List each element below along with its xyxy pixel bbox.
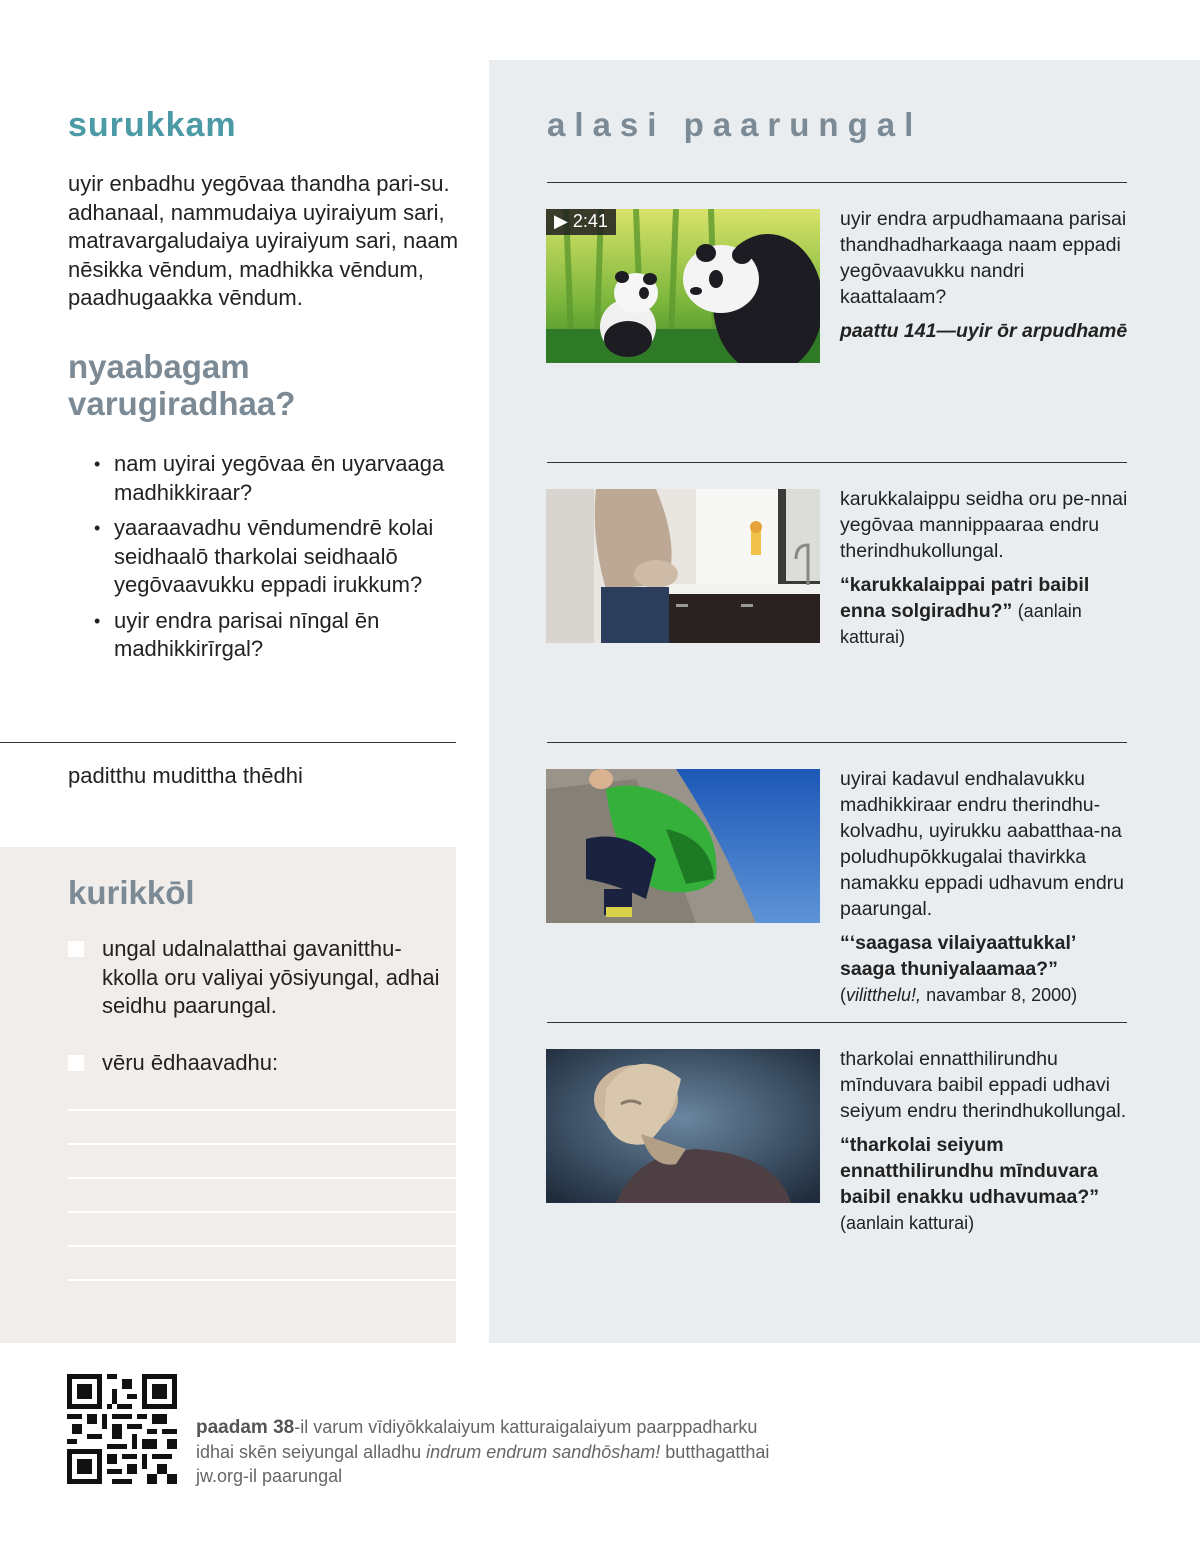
checkbox[interactable] [68,1055,84,1071]
resource-description: uyirai kadavul endhalavukku madhikkiraar endru therindhu-kolvadhu, uyirukku aabatthaa-na poludhupōkkugalai thavirkka namakku eppadi udhavum endru paarungal. [840,768,1125,920]
divider [547,1022,1127,1023]
checkbox[interactable] [68,941,84,957]
bullet-icon: • [94,610,101,631]
challenge-box [0,847,456,1343]
write-line[interactable] [68,1109,456,1111]
divider [0,742,456,743]
summary-heading: surukkam [68,106,237,144]
bullet-icon: • [94,518,101,538]
statue-man-icon [546,1049,820,1203]
review-list [68,450,463,671]
resource-link[interactable]: paattu 141—uyir ōr arpudhamē [840,320,1128,342]
write-line[interactable] [68,1279,456,1281]
pregnant-woman-thumbnail[interactable] [546,489,820,643]
list-item: • yaaraavadhu vēndumendrē kolai seidhaalō tharkolai seidhaalō yegōvaavukku eppadi irukkum? [94,515,434,597]
write-line[interactable] [68,1143,456,1145]
video-duration-badge: ▶ 2:41 [546,209,616,235]
challenge-heading: kurikkōl [68,874,195,911]
resource-item [840,766,1130,1008]
explore-heading: alasi paarungal [547,106,923,143]
resource-link[interactable]: “‘saagasa vilaiyaattukkal’ saaga thuniyalaamaa?” (vilitthelu!, navambar 8, 2000) [840,932,1078,1005]
resource-item [840,206,1130,344]
list-item: • nam uyirai yegōvaa ēn uyarvaaga madhikkiraar? [94,451,445,505]
write-line[interactable] [68,1245,456,1247]
review-heading [68,348,295,422]
footer-text: paadam 38-il varum vīdiyōkkalaiyum katturaigalaiyum paarppadharku idhai skēn seiyungal alladhu indrum endrum sandhōsham! butthagatthai jw.org-il paarungal [196,1417,770,1486]
rock-climber-thumbnail[interactable] [546,769,820,923]
statue-man-thumbnail[interactable] [546,1049,820,1203]
panda-video-thumbnail[interactable] [546,209,820,363]
divider [547,742,1127,743]
qr-code-icon [67,1374,177,1484]
divider [547,462,1127,463]
resource-description: tharkolai ennatthilirundhu mīnduvara baibil eppadi udhavi seiyum endru therindhukollungal. [840,1048,1127,1122]
qr-code[interactable] [67,1374,177,1484]
list-item: • uyir endra parisai nīngal ēn madhikkirīrgal? [94,607,380,661]
resource-description: karukkalaippu seidha oru pe-nnai yegōvaa mannippaaraa endru therindhukollungal. [840,488,1128,562]
resource-item [840,486,1130,650]
pregnant-woman-icon [546,489,820,643]
resource-item [840,1046,1130,1236]
bullet-icon: • [94,454,101,474]
write-line[interactable] [68,1177,456,1179]
resource-link[interactable]: “tharkolai seiyum ennatthilirundhu mīnduvara baibil enakku udhavumaa?” (aanlain katturai) [840,1134,1099,1233]
completion-date-label: paditthu mudittha thēdhi [68,763,303,788]
review-heading-line2: varugiradhaa? [68,385,296,422]
resource-link[interactable]: “karukkalaippai patri baibil enna solgiradhu?” (aanlain katturai) [840,574,1090,647]
resource-description: uyir endra arpudhamaana parisai thandhadharkaaga naam eppadi yegōvaavukku nandri kaattalaam? [840,208,1127,308]
write-line[interactable] [68,1211,456,1213]
divider [547,182,1127,183]
summary-text: uyir enbadhu yegōvaa thandha pari-su. adhanaal, nammudaiya uyiraiyum sari, matravargaludaiya uyiraiyum sari, naam nēsikka vēndum, madhikka vēndum, paadhugaakka vēndum. [68,171,459,310]
review-heading-line1: nyaabagam [68,348,250,385]
rock-climber-icon [546,769,820,923]
